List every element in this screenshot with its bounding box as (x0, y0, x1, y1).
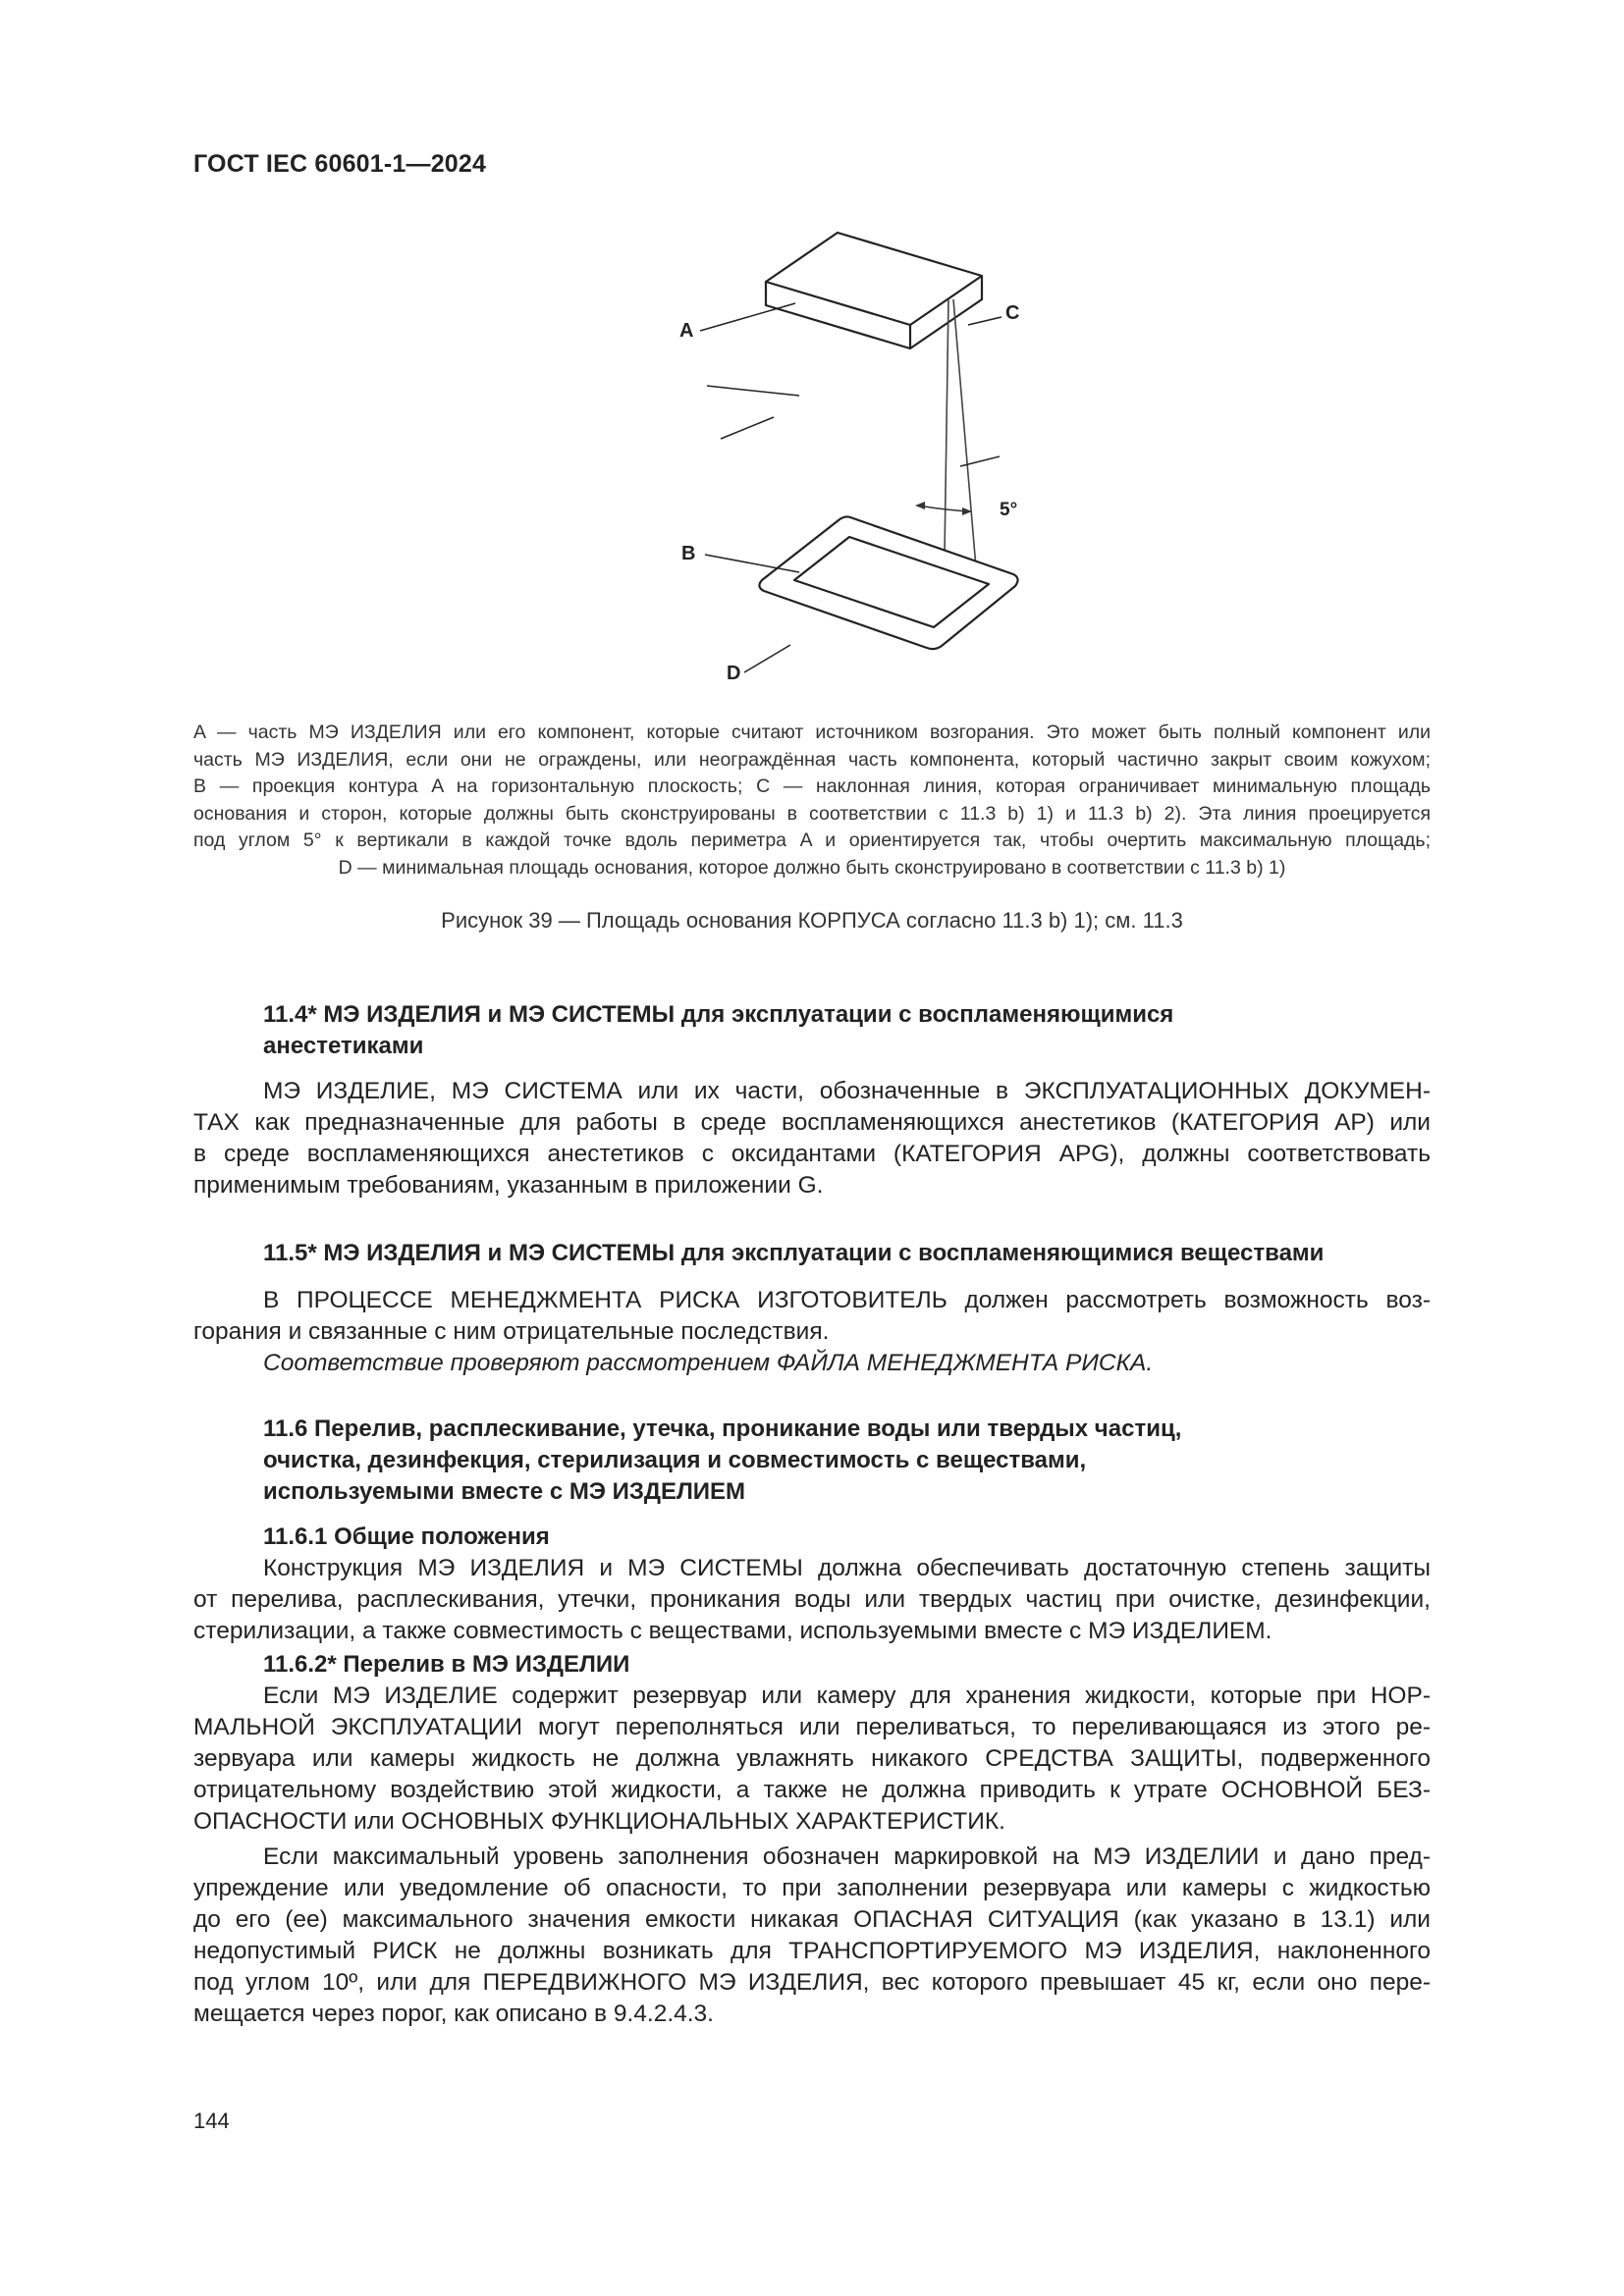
label-b: B (681, 543, 696, 564)
text-line: мещается через порог, как описано в 9.4.2.4.3. (193, 2001, 714, 2027)
section-11-6-2-para2 (193, 1842, 1431, 2030)
document-header: ГОСТ IEC 60601-1—2024 (193, 150, 487, 178)
section-11-6-2-heading: 11.6.2* Перелив в МЭ ИЗДЕЛИИ (263, 1651, 630, 1678)
figure-caption: Рисунок 39 — Площадь основания КОРПУСА согласно 11.3 b) 1); см. 11.3 (441, 908, 1183, 933)
section-11-4-text (193, 1076, 1431, 1201)
text-line: ТАХ как предназначенные для работы в среде воспламеняющихся анестетиков (КАТЕГОРИЯ AP) или (193, 1109, 1431, 1136)
text-line: недопустимый РИСК не должны возникать для ТРАНСПОРТИРУЕМОГО МЭ ИЗДЕЛИЯ, наклоненного (193, 1938, 1431, 1964)
label-a: A (679, 320, 694, 342)
section-11-6-1-text (193, 1553, 1431, 1647)
section-11-5-heading: 11.5* МЭ ИЗДЕЛИЯ и МЭ СИСТЕМЫ для эксплуатации с воспламеняющимися веществами (263, 1240, 1325, 1266)
leader-b (707, 386, 799, 396)
leader-a (700, 303, 795, 331)
legend-line: под углом 5° к вертикали в каждой точке вдоль периметра A и ориентируется так, чтобы очертить максимальную площадь; (193, 829, 1431, 851)
text-line: зервуара или камеры жидкость не должна увлажнять никакого СРЕДСТВА ЗАЩИТЫ, подверженного (193, 1745, 1431, 1772)
text-line: Если МЭ ИЗДЕЛИЕ содержит резервуар или камеру для хранения жидкости, которые при НОР- (263, 1682, 1431, 1709)
text-line: в среде воспламеняющихся анестетиков с оксидантами (КАТЕГОРИЯ APG), должны соответствовать (193, 1141, 1431, 1167)
heading-line: очистка, дезинфекция, стерилизация и совместимость с веществами, (263, 1447, 1087, 1473)
legend-line: D — минимальная площадь основания, которое должно быть сконструировано в соответствии с 11.3 b) 1) (338, 856, 1286, 879)
leader-d (721, 417, 774, 439)
text-line: МАЛЬНОЙ ЭКСПЛУАТАЦИИ могут переполняться или переливаться, то переливающаяся из этого ре- (193, 1714, 1431, 1740)
compliance-text: Соответствие проверяют рассмотрением ФАЙЛА МЕНЕДЖМЕНТА РИСКА. (263, 1350, 1154, 1376)
base-area-d (759, 516, 1017, 649)
section-11-6-1-heading: 11.6.1 Общие положения (263, 1523, 550, 1550)
section-11-6-2-para1 (193, 1681, 1431, 1838)
legend-line: часть МЭ ИЗДЕЛИЯ, если они не ограждены, или неограждённая часть компонента, который частично закрыт своим кожухом; (193, 748, 1431, 771)
heading-line: используемыми вместе с МЭ ИЗДЕЛИЕМ (263, 1478, 746, 1505)
text-line: применимым требованиям, указанным в приложении G. (193, 1172, 824, 1199)
text-line: Если максимальный уровень заполнения обозначен маркировкой на МЭ ИЗДЕЛИИ и дано пред- (263, 1843, 1431, 1870)
heading-line: анестетиками (263, 1033, 424, 1059)
text-line: Конструкция МЭ ИЗДЕЛИЯ и МЭ СИСТЕМЫ должна обеспечивать достаточную степень защиты (263, 1555, 1431, 1581)
figure-legend (193, 720, 1431, 881)
text-line: под углом 10º, или для ПЕРЕДВИЖНОГО МЭ ИЗДЕЛИЯ, вес которого превышает 45 кг, если оно пере- (193, 1969, 1431, 1996)
text-line: отрицательному воздействию этой жидкости, а также не должна приводить к утрате ОСНОВНОЙ БЕЗ- (193, 1777, 1431, 1803)
leader-c (968, 317, 1001, 325)
legend-line: A — часть МЭ ИЗДЕЛИЯ или его компонент, которые считают источником возгорания. Это может быть полный компонент или (193, 721, 1431, 743)
legend-line: B — проекция контура A на горизонтальную плоскость; C — наклонная линия, которая ограничивает минимальную площадь (193, 775, 1431, 797)
section-11-6-heading (263, 1414, 1181, 1508)
figure-39-diagram (668, 221, 1041, 702)
text-line: до его (ее) максимального значения емкости никакая ОПАСНАЯ СИТУАЦИЯ (как указано в 13.1) или (193, 1906, 1431, 1933)
text-line: ОПАСНОСТИ или ОСНОВНЫХ ФУНКЦИОНАЛЬНЫХ ХАРАКТЕРИСТИК. (193, 1808, 1005, 1835)
section-11-5-text (193, 1285, 1431, 1379)
label-angle: 5° (1000, 500, 1018, 520)
angle-arc (919, 506, 969, 511)
text-line: МЭ ИЗДЕЛИЕ, МЭ СИСТЕМА или их части, обозначенные в ЭКСПЛУАТАЦИОННЫХ ДОКУМЕН- (263, 1078, 1431, 1104)
text-line: упреждение или уведомление об опасности, то при заполнении резервуара или камеры с жидкостью (193, 1875, 1431, 1901)
legend-line: основания и сторон, которые должны быть сконструированы в соответствии с 11.3 b) 1) и 11.3 b) 2). Эта линия проецируется (193, 802, 1431, 825)
section-11-4-heading (263, 999, 1173, 1062)
text-line: В ПРОЦЕССЕ МЕНЕДЖМЕНТА РИСКА ИЗГОТОВИТЕЛЬ должен рассмотреть возможность воз- (263, 1287, 1431, 1313)
text-line: от перелива, расплескивания, утечки, проникания воды или твердых частиц при очистке, дезинфекции, (193, 1586, 1431, 1613)
heading-line: 11.6 Перелив, расплескивание, утечка, проникание воды или твердых частиц, (263, 1415, 1182, 1442)
component-a-block (766, 233, 982, 348)
text-line: стерилизации, а также совместимость с веществами, используемыми вместе с МЭ ИЗДЕЛИЕМ. (193, 1618, 1272, 1644)
label-c: C (1005, 302, 1020, 324)
label-d: D (727, 663, 741, 684)
text-line: горания и связанные с ним отрицательные последствия. (193, 1318, 830, 1345)
page-number: 144 (193, 2109, 230, 2133)
heading-line: 11.4* МЭ ИЗДЕЛИЯ и МЭ СИСТЕМЫ для эксплуатации с воспламеняющимися (263, 1001, 1174, 1028)
